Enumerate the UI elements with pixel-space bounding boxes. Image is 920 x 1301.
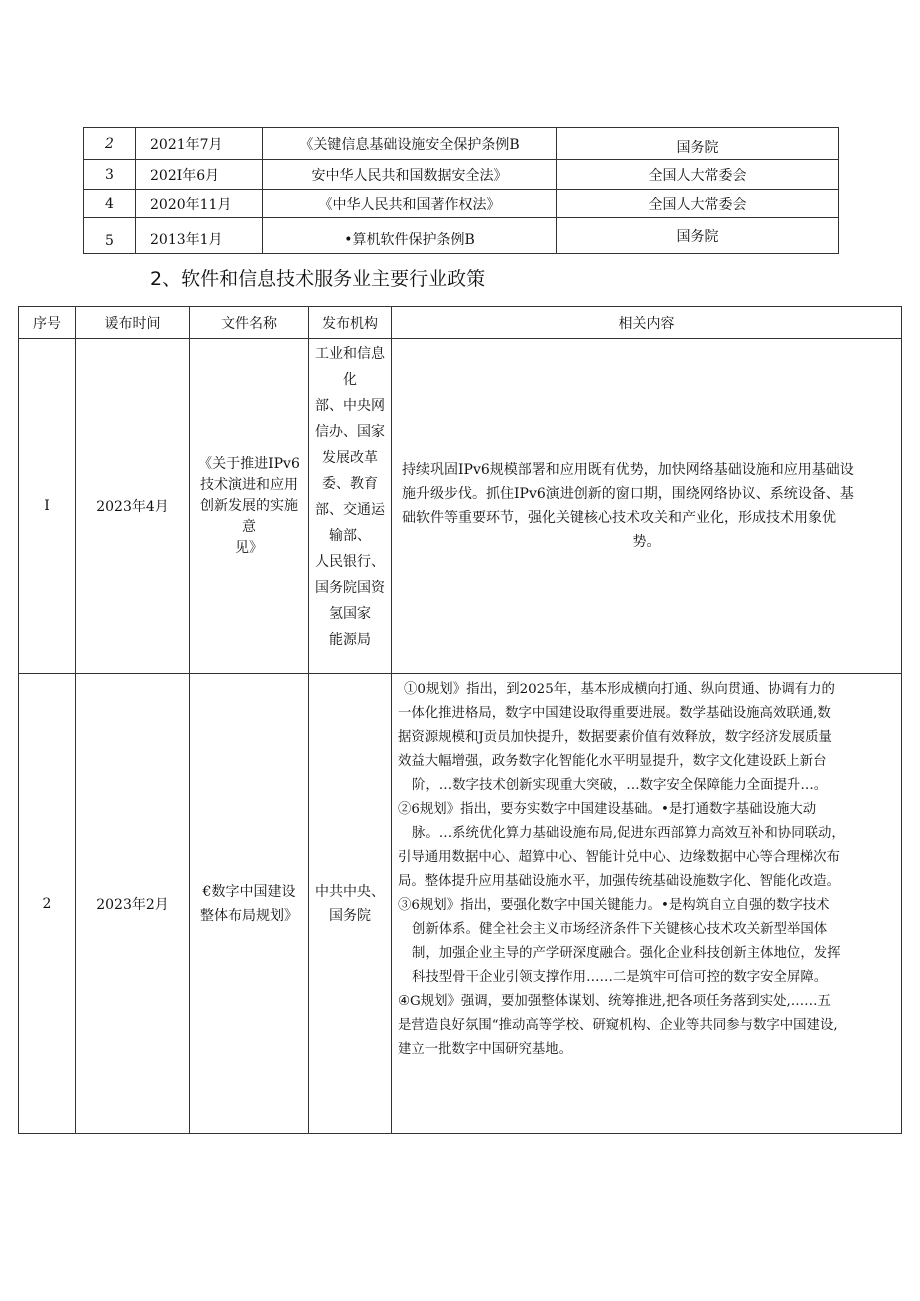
header-no: 序号 — [19, 307, 76, 339]
row-number: 2 — [84, 128, 136, 160]
row-title: 安中华人民共和国数据安全法》 — [263, 160, 557, 190]
row-date: 2023年4月 — [76, 339, 190, 674]
table-header-row — [19, 307, 902, 339]
law-table — [83, 127, 839, 254]
row-issuer: 全国人大常委会 — [557, 160, 839, 190]
header-issuer: 发布机构 — [309, 307, 392, 339]
row-number: 2 — [19, 674, 76, 1134]
row-issuer: 中共中央、 国务院 — [309, 674, 392, 1134]
section-heading: 2、软件和信息技术服务业主要行业政策 — [150, 268, 486, 290]
row-issuer: 工业和信息 化 部、中央网 信办、国家 发展改革 委、教育 部、交通运 输部、 人民银行、 国务院国资 氢国家 能源局 — [309, 339, 392, 674]
table-row — [84, 128, 839, 160]
row-title: 《关于推进IPv6 技术演进和应用 创新发展的实施 意 见》 — [190, 339, 309, 674]
row-content: 持续巩固IPv6规模部署和应用既有优势，加快网络基础设施和应用基础设 施升级步伐。抓住IPv6演进创新的窗口期，围绕网络协议、系统设备、基 础软件等重要环节，强化关键核心技术攻关和产业化，形成技术用象优 势。 — [392, 339, 902, 674]
row-date: 2021年7月 — [136, 128, 263, 160]
row-issuer: 国务院 — [557, 128, 839, 160]
row-number: 4 — [84, 190, 136, 218]
row-title: 《关键信息基础设施安全保护条例B — [263, 128, 557, 160]
policy-table — [18, 306, 902, 1134]
row-number: 3 — [84, 160, 136, 190]
header-date: 谖布时间 — [76, 307, 190, 339]
header-title: 文件名称 — [190, 307, 309, 339]
row-date: 2020年11月 — [136, 190, 263, 218]
row-title: €数字中国建设 整体布局规划》 — [190, 674, 309, 1134]
row-date: 2023年2月 — [76, 674, 190, 1134]
row-title: •算机软件保护条例B — [263, 218, 557, 254]
row-date: 2013年1月 — [136, 218, 263, 254]
row-title: 《中华人民共和国著作权法》 — [263, 190, 557, 218]
row-issuer: 国务院 — [557, 218, 839, 254]
table-row — [84, 160, 839, 190]
row-content: ①0规划》指出，到2025年，基本形成横向打通、纵向贯通、协调有力的 一体化推进格局，数字中国建设取得重要进展。数学基础设施高效联通,数 据资源规模和J贡员加快提升，数据要素价值有效释放，数字经济发展质量 效益大幅增强，政务数字化智能化水平明显提升，数字文化建设跃上新台 阶，…数字技术创新实现重大突破，…数字安全保障能力全面提升…。 ②6规划》指出，要夯实数字中国建设基础。•是打通数字基础设施大动 脉。…系统优化算力基础设施布局,促进东西部算力高效互补和协同联动， 引导通用数据中心、超算中心、智能计兑中心、边缘数据中心等合理梯次布 局。整体提升应用基础设施水平，加强传统基础设施数字化、智能化改造。 ③6规划》指出，要强化数字中国关键能力。•是构筑自立自强的数字技术 创新体系。健全社会主义市场经济条件下关键核心技术攻关新型举国体 制，加强企业主导的产学研深度融合。强化企业科技创新主体地位，发挥 科技型骨干企业引领支撑作用……二是筑牢可信可控的数字安全屏障。 ④G规划》强调，要加强整体谋划、统筹推进,把各项任务落到实处,……五 是营造良好氛围“推动高等学校、研窥机构、企业等共同参与数字中国建设, 建立一批数字中国研究基地。 — [392, 674, 902, 1134]
header-content: 相关内容 — [392, 307, 902, 339]
row-number: I — [19, 339, 76, 674]
row-issuer: 全国人大常委会 — [557, 190, 839, 218]
table-row — [19, 674, 902, 1134]
table-row — [84, 190, 839, 218]
table-row — [84, 218, 839, 254]
row-date: 202I年6月 — [136, 160, 263, 190]
row-number: 5 — [84, 218, 136, 254]
table-row — [19, 339, 902, 674]
